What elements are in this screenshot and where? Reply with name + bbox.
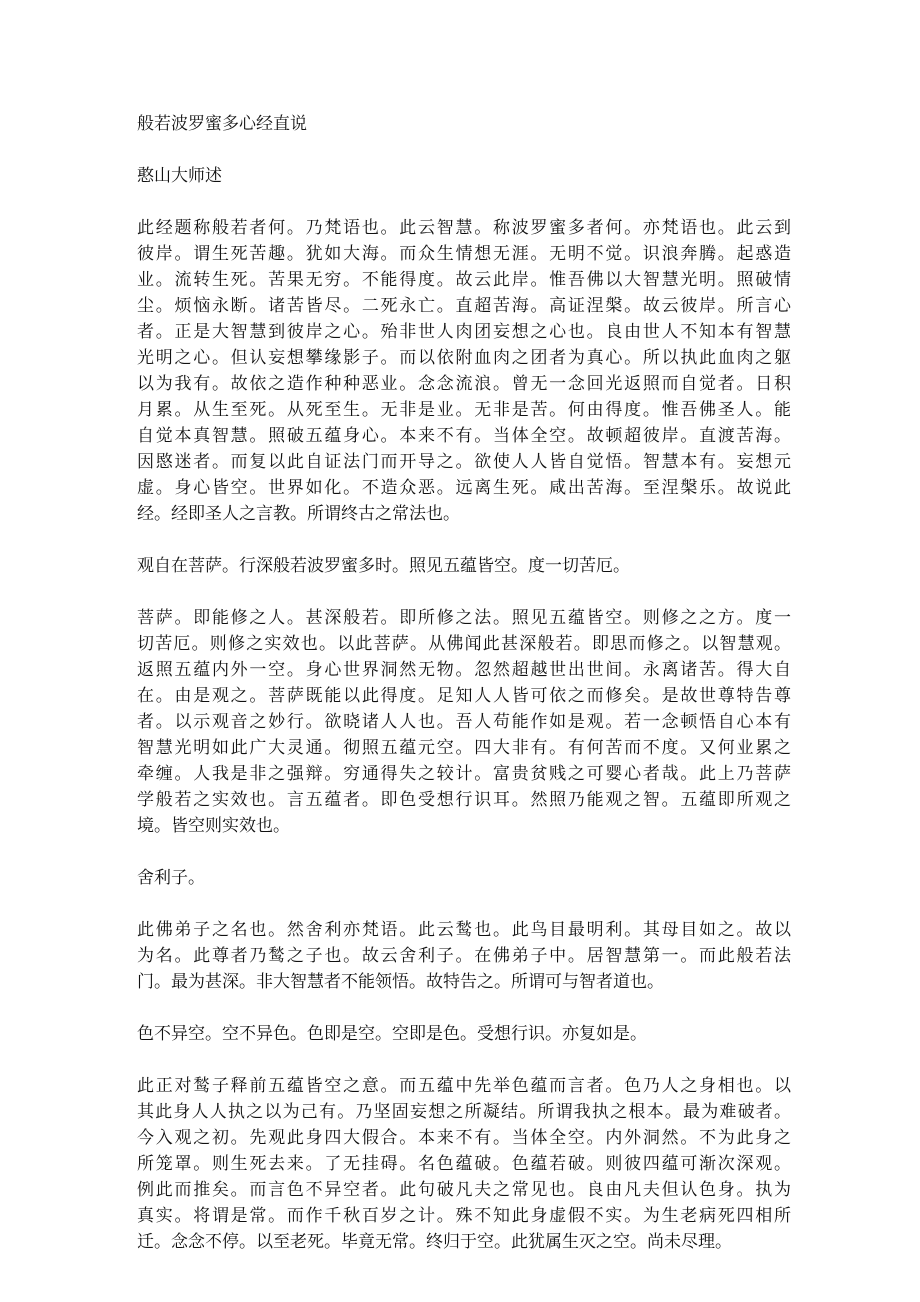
text-line: 尘。烦恼永断。诸苦皆尽。二死永亡。直超苦海。高证涅槃。故云彼岸。所言心 [137,296,791,316]
text-line: 返照五蕴内外一空。身心世界洞然无物。忽然超越世出世间。永离诸苦。得大自 [137,660,791,680]
text-line: 月累。从生至死。从死至生。无非是业。无非是苦。何由得度。惟吾佛圣人。能 [137,400,791,420]
text-line: 菩萨。即能修之人。甚深般若。即所修之法。照见五蕴皆空。则修之之方。度一 [137,608,791,628]
document-page [137,111,791,1281]
text-line: 以为我有。故依之造作种种恶业。念念流浪。曾无一念回光返照而自觉者。日积 [137,374,791,394]
text-line: 在。由是观之。菩萨既能以此得度。足知人人皆可依之而修矣。是故世尊特告尊 [137,686,791,706]
text-line: 者。正是大智慧到彼岸之心。殆非世人肉团妄想之心也。良由世人不知本有智慧 [137,322,791,342]
text-line: 观自在菩萨。行深般若波罗蜜多时。照见五蕴皆空。度一切苦厄。 [137,556,630,576]
paragraph [137,215,791,527]
text-line: 真实。将谓是常。而作千秋百岁之计。殊不知此身虚假不实。为生老病死四相所 [137,1206,791,1226]
paragraph [137,1073,791,1255]
paragraph [137,917,791,995]
text-line: 为名。此尊者乃鹙之子也。故云舍利子。在佛弟子中。居智慧第一。而此般若法 [137,946,791,966]
text-line: 切苦厄。则修之实效也。以此菩萨。从佛闻此甚深般若。即思而修之。以智慧观。 [137,634,791,654]
text-line: 其此身人人执之以为己有。乃坚固妄想之所凝结。所谓我执之根本。最为难破者。 [137,1102,791,1122]
document-author: 憨山大师述 [137,166,222,186]
text-line: 自觉本真智慧。照破五蕴身心。本来不有。当体全空。故顿超彼岸。直渡苦海。 [137,426,791,446]
text-line: 境。皆空则实效也。 [137,816,290,836]
text-line: 例此而推矣。而言色不异空者。此句破凡夫之常见也。良由凡夫但认色身。执为 [137,1180,791,1200]
text-line: 彼岸。谓生死苦趣。犹如大海。而众生情想无涯。无明不觉。识浪奔腾。起惑造 [137,244,791,264]
text-line: 此经题称般若者何。乃梵语也。此云智慧。称波罗蜜多者何。亦梵语也。此云到 [137,218,791,238]
paragraph [137,865,791,891]
text-line: 舍利子。 [137,868,205,888]
text-line: 业。流转生死。苦果无穷。不能得度。故云此岸。惟吾佛以大智慧光明。照破情 [137,270,791,290]
text-line: 学般若之实效也。言五蕴者。即色受想行识耳。然照乃能观之智。五蕴即所观之 [137,790,791,810]
text-line: 因愍迷者。而复以此自证法门而开导之。欲使人人皆自觉悟。智慧本有。妄想元 [137,452,791,472]
text-line: 迁。念念不停。以至老死。毕竟无常。终归于空。此犹属生灭之空。尚未尽理。 [137,1232,732,1252]
text-line: 经。经即圣人之言教。所谓终古之常法也。 [137,504,460,524]
text-line: 光明之心。但认妄想攀缘影子。而以依附血肉之团者为真心。所以执此血肉之躯 [137,348,791,368]
paragraph [137,1021,791,1047]
document-title: 般若波罗蜜多心经直说 [137,114,307,134]
text-line: 虚。身心皆空。世界如化。不造众恶。远离生死。咸出苦海。至涅槃乐。故说此 [137,478,791,498]
text-line: 牵缠。人我是非之强辩。穷通得失之较计。富贵贫贱之可婴心者哉。此上乃菩萨 [137,764,791,784]
text-line: 色不异空。空不异色。色即是空。空即是色。受想行识。亦复如是。 [137,1024,647,1044]
text-line: 此正对鹙子释前五蕴皆空之意。而五蕴中先举色蕴而言者。色乃人之身相也。以 [137,1076,791,1096]
text-line: 智慧光明如此广大灵通。彻照五蕴元空。四大非有。有何苦而不度。又何业累之 [137,738,791,758]
text-line: 此佛弟子之名也。然舍利亦梵语。此云鹙也。此鸟目最明利。其母目如之。故以 [137,920,791,940]
text-line: 门。最为甚深。非大智慧者不能领悟。故特告之。所谓可与智者道也。 [137,972,664,992]
text-line: 所笼罩。则生死去来。了无挂碍。名色蕴破。色蕴若破。则彼四蕴可渐次深观。 [137,1154,791,1174]
text-line: 今入观之初。先观此身四大假合。本来不有。当体全空。内外洞然。不为此身之 [137,1128,791,1148]
paragraph [137,605,791,839]
document-body [137,215,791,1255]
text-line: 者。以示观音之妙行。欲晓诸人人也。吾人苟能作如是观。若一念顿悟自心本有 [137,712,791,732]
paragraph [137,553,791,579]
